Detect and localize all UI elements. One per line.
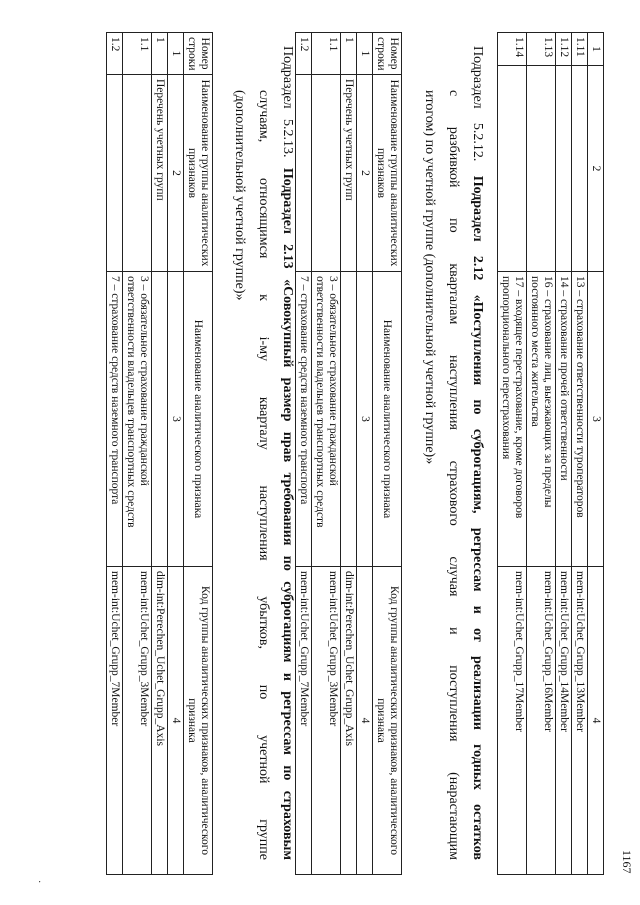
row-attribute-name	[152, 272, 168, 567]
header-row-number: Номер строки	[184, 33, 213, 75]
row-group-name	[572, 66, 588, 272]
row-number: 1.2	[296, 33, 312, 75]
heading-line: случаям, относящимся к i-му кварталу наступления убытков, по учетной группе	[256, 90, 271, 860]
row-number: 1.1	[123, 33, 152, 75]
col-num-4: 4	[168, 567, 184, 875]
row-code: mem-int:Uchet_Grupp_16Member	[527, 567, 556, 875]
col-num-2: 2	[357, 75, 373, 272]
row-number: 1.14	[498, 33, 527, 66]
table-number-row	[357, 33, 373, 875]
table-number-row	[588, 33, 604, 875]
row-attribute-name: 13 – страхование ответственности туроператоров	[572, 272, 588, 567]
col-num-2: 2	[588, 66, 604, 272]
row-number: 1.12	[556, 33, 572, 66]
row-code: mem-int:Uchet_Grupp_17Member	[498, 567, 527, 875]
row-code: mem-int:Uchet_Grupp_3Member	[123, 567, 152, 875]
header-group-name: Наименование группы аналитических признаков	[373, 75, 402, 272]
heading-line: (дополнительной учетной группе)»	[232, 90, 247, 301]
row-group-name: Перечень учетных групп	[341, 75, 357, 272]
table-row	[107, 33, 123, 875]
col-num-1: 1	[168, 33, 184, 75]
row-number: 1.13	[527, 33, 556, 66]
row-attribute-name: 7 – страхование средств наземного транспорта	[107, 272, 123, 567]
heading-line: с разбивкой по кварталам наступления страхового случая и поступления (нарастающим	[446, 90, 461, 860]
row-number: 1	[341, 33, 357, 75]
row-code: mem-int:Uchet_Grupp_3Member	[312, 567, 341, 875]
row-number: 1.2	[107, 33, 123, 75]
table-number-row	[168, 33, 184, 875]
row-attribute-name	[341, 272, 357, 567]
col-num-2: 2	[168, 75, 184, 272]
table-row	[556, 33, 572, 875]
row-attribute-name: 3 – обязательное страхование гражданской ответственности владельцев транспортных средств	[123, 272, 152, 567]
col-num-3: 3	[357, 272, 373, 567]
col-num-4: 4	[588, 567, 604, 875]
col-num-1: 1	[357, 33, 373, 75]
table-row	[498, 33, 527, 875]
table-row	[527, 33, 556, 875]
table-header-row	[373, 33, 402, 875]
row-group-name	[107, 75, 123, 272]
table-row	[123, 33, 152, 875]
col-num-3: 3	[588, 272, 604, 567]
header-row-number: Номер строки	[373, 33, 402, 75]
row-number: 1.11	[572, 33, 588, 66]
row-attribute-name: 14 – страхование прочей ответственности	[556, 272, 572, 567]
header-code: Код группы аналитических признаков, аналитического признака	[184, 567, 213, 875]
row-attribute-name: 16 – страхование лиц, выезжающих за пределы постоянного места жительства	[527, 272, 556, 567]
row-attribute-name: 3 – обязательное страхование гражданской ответственности владельцев транспортных средств	[312, 272, 341, 567]
table-row	[572, 33, 588, 875]
row-group-name	[123, 75, 152, 272]
page-number: 1167	[620, 850, 634, 874]
section-heading-2-13	[276, 46, 298, 860]
row-code: mem-int:Uchet_Grupp_7Member	[107, 567, 123, 875]
header-attribute-name: Наименование аналитического признака	[373, 272, 402, 567]
row-group-name	[498, 66, 527, 272]
row-attribute-name: 7 – страхование средств наземного транспорта	[296, 272, 312, 567]
section-heading-2-12	[466, 46, 488, 860]
row-group-name	[556, 66, 572, 272]
row-code: mem-int:Uchet_Grupp_13Member	[572, 567, 588, 875]
row-code: dim-int:Perechen_Uchet_Grupp_Axis	[341, 567, 357, 875]
subsection-prefix: Подраздел 5.2.12.	[470, 46, 485, 162]
col-num-1: 1	[588, 33, 604, 66]
header-group-name: Наименование группы аналитических признаков	[184, 75, 213, 272]
table-header-row	[184, 33, 213, 875]
table-2-12	[295, 32, 402, 875]
subsection-prefix: Подраздел 5.2.13.	[280, 46, 295, 158]
heading-line: итогом) по учетной группе (дополнительной учетной группе)»	[422, 90, 437, 465]
col-num-4: 4	[357, 567, 373, 875]
table-row	[152, 33, 168, 875]
table-continued	[497, 32, 604, 875]
scan-speck: ·	[33, 880, 44, 884]
row-attribute-name: 17 – входящее перестрахование, кроме договоров пропорционального перестрахования	[498, 272, 527, 567]
row-code: mem-int:Uchet_Grupp_14Member	[556, 567, 572, 875]
heading-line: Подраздел 2.13 «Совокупный размер прав требования по суброгациям и регрессам по страховым	[280, 167, 295, 860]
row-code: dim-int:Perechen_Uchet_Grupp_Axis	[152, 567, 168, 875]
row-group-name: Перечень учетных групп	[152, 75, 168, 272]
row-code: mem-int:Uchet_Grupp_7Member	[296, 567, 312, 875]
row-number: 1.1	[312, 33, 341, 75]
header-code: Код группы аналитических признаков, аналитического признака	[373, 567, 402, 875]
row-group-name	[312, 75, 341, 272]
table-row	[312, 33, 341, 875]
row-number: 1	[152, 33, 168, 75]
heading-line: Подраздел 2.12 «Поступления по суброгациям, регрессам и от реализации годных остатков	[470, 175, 485, 860]
table-row	[341, 33, 357, 875]
col-num-3: 3	[168, 272, 184, 567]
row-group-name	[527, 66, 556, 272]
header-attribute-name: Наименование аналитического признака	[184, 272, 213, 567]
table-2-13	[106, 32, 213, 875]
